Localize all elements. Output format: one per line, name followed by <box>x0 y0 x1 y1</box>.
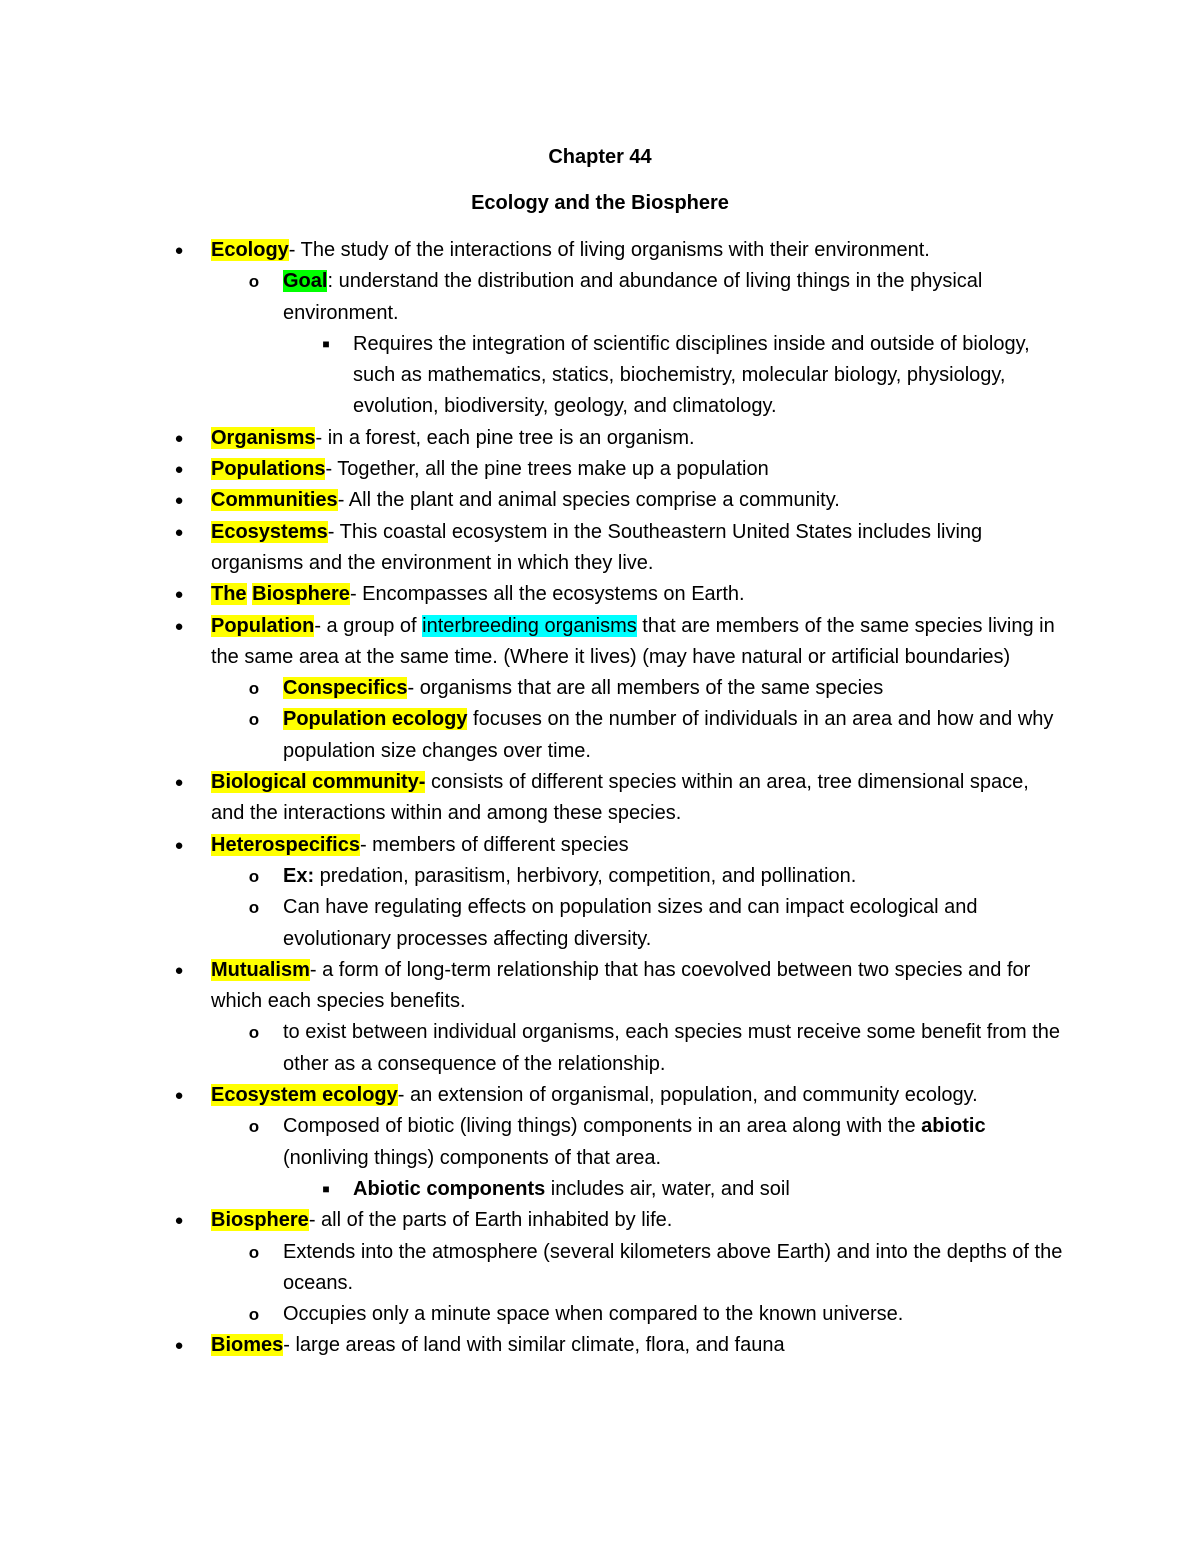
highlighted-term: Population <box>211 614 315 637</box>
text-run: - All the plant and animal species comprise a community. <box>337 489 840 512</box>
list-item-text <box>283 673 1063 704</box>
disc-bullet-icon: ● <box>174 1212 184 1230</box>
list-item-level-2 <box>0 1017 1200 1080</box>
list-item-level-1 <box>0 517 1200 580</box>
text-run: includes air, water, and soil <box>545 1177 790 1200</box>
highlighted-term: Communities <box>211 489 338 512</box>
circle-bullet-icon: o <box>248 710 260 730</box>
list-item-level-1 <box>0 611 1200 674</box>
list-item-level-2 <box>0 861 1200 892</box>
list-item-text <box>211 955 1061 1018</box>
text-run: consists of different species within an area, tree dimensional space, and the interactions within and among these species. <box>211 771 1029 825</box>
text-run: to exist between individual organisms, each species must receive some benefit from the other as a consequence of the relationship. <box>283 1021 1061 1075</box>
list-item-text <box>211 830 1061 861</box>
highlighted-term: Conspecifics <box>283 677 408 700</box>
list-item-level-3 <box>0 329 1200 423</box>
highlighted-term: Mutualism <box>211 958 310 981</box>
text-run: Extends into the atmosphere (several kilometers above Earth) and into the depths of the oceans. <box>283 1240 1063 1294</box>
chapter-subtitle: Ecology and the Biosphere <box>471 192 729 214</box>
text-run: - an extension of organismal, population, and community ecology. <box>397 1084 978 1107</box>
list-item-level-1 <box>0 830 1200 861</box>
circle-bullet-icon: o <box>248 1023 260 1043</box>
text-run: Requires the integration of scientific disciplines inside and outside of biology, such as mathematics, statics, biochemistry, molecular biology, physiology, evolution, biodiversity, geology, and climatology. <box>353 332 1030 418</box>
text-run: - a form of long-term relationship that has coevolved between two species and for which each species benefits. <box>211 958 1031 1013</box>
text-run: Occupies only a minute space when compared to the known universe. <box>283 1303 904 1326</box>
list-item-text <box>353 1174 1043 1205</box>
highlighted-term: interbreeding organisms <box>422 614 637 637</box>
text-run: - organisms that are all members of the same species <box>407 677 884 700</box>
highlighted-term: Ecosystem ecology <box>211 1084 398 1107</box>
list-item-level-2 <box>0 892 1200 955</box>
list-item-level-1 <box>0 1080 1200 1111</box>
list-item-level-2 <box>0 1111 1200 1174</box>
text-run: - all of the parts of Earth inhabited by life. <box>308 1209 673 1232</box>
text-run: that are members of the same species living in the same area at the same time. (Where it lives) (may have natural or artificial boundaries) <box>211 614 1055 668</box>
text-run: - large areas of land with similar climate, flora, and fauna <box>283 1334 785 1357</box>
list-item-text <box>211 485 1061 516</box>
disc-bullet-icon: ● <box>174 1087 184 1105</box>
list-item-level-1 <box>0 235 1200 266</box>
disc-bullet-icon: ● <box>174 242 184 259</box>
list-item-level-3 <box>0 1174 1200 1205</box>
highlighted-term: Population ecology <box>283 708 468 731</box>
circle-bullet-icon: o <box>248 1117 260 1137</box>
highlighted-term: Ecosystems <box>211 520 328 543</box>
text-run: : understand the distribution and abundance of living things in the physical environment. <box>283 270 983 324</box>
bold-text: abiotic <box>921 1115 986 1138</box>
highlighted-term: Goal <box>283 270 328 293</box>
list-item-text <box>211 1080 1061 1111</box>
text-run: - Encompasses all the ecosystems on Earth. <box>349 583 745 606</box>
list-item-level-1 <box>0 454 1200 485</box>
list-item-text <box>283 1237 1063 1300</box>
bullet-list <box>0 235 1200 1362</box>
list-item-level-1 <box>0 1205 1200 1236</box>
list-item-level-1 <box>0 1330 1200 1361</box>
list-item-text <box>283 1299 1063 1330</box>
list-item-text <box>283 861 1063 892</box>
list-item-text <box>283 1017 1063 1080</box>
list-item-level-1 <box>0 423 1200 454</box>
list-item-text <box>211 579 1061 610</box>
list-item-level-1 <box>0 955 1200 1018</box>
bold-text: Ex: <box>283 864 315 887</box>
list-item-text <box>353 329 1043 423</box>
text-run: - in a forest, each pine tree is an organism. <box>315 426 695 449</box>
chapter-title: Chapter 44 <box>548 146 652 168</box>
list-item-text <box>211 767 1061 830</box>
disc-bullet-icon: ● <box>174 523 184 541</box>
highlighted-term: Organisms <box>211 426 316 449</box>
highlighted-term: The <box>211 583 247 606</box>
list-item-text <box>211 1205 1061 1236</box>
bold-text: Abiotic components <box>353 1177 546 1200</box>
circle-bullet-icon: o <box>248 898 260 918</box>
disc-bullet-icon: ● <box>174 961 184 979</box>
highlighted-term: Biomes <box>211 1334 284 1357</box>
list-item-text <box>283 266 1063 329</box>
square-bullet-icon: ■ <box>322 1181 330 1196</box>
disc-bullet-icon: ● <box>174 586 184 604</box>
list-item-level-1 <box>0 485 1200 516</box>
text-run: - The study of the interactions of living organisms with their environment. <box>288 239 930 261</box>
disc-bullet-icon: ● <box>174 461 184 479</box>
text-run: - This coastal ecosystem in the Southeastern United States includes living organisms and the environment in which they live. <box>211 520 983 574</box>
list-item-text <box>211 1330 1061 1361</box>
text-run: (nonliving things) components of that area. <box>283 1146 661 1169</box>
circle-bullet-icon: o <box>248 1305 260 1325</box>
text-run: Composed of biotic (living things) components in an area along with the <box>283 1115 922 1138</box>
text-run: focuses on the number of individuals in an area and how and why population size changes over time. <box>283 708 1054 762</box>
disc-bullet-icon: ● <box>174 774 184 792</box>
list-item-level-2 <box>0 1237 1200 1300</box>
highlighted-term: Biosphere <box>252 583 350 606</box>
list-item-level-2 <box>0 704 1200 767</box>
list-item-text <box>211 454 1061 485</box>
list-item-text <box>283 892 1063 955</box>
circle-bullet-icon: o <box>248 272 260 292</box>
disc-bullet-icon: ● <box>174 429 184 447</box>
list-item-text <box>211 517 1061 580</box>
list-item-level-1 <box>0 579 1200 610</box>
list-item-text <box>283 1111 1063 1174</box>
square-bullet-icon: ■ <box>322 336 330 351</box>
list-item-text <box>211 235 1061 266</box>
list-item-level-2 <box>0 1299 1200 1330</box>
highlighted-term: Ecology <box>211 239 289 261</box>
list-item-text <box>283 704 1063 767</box>
text-run: - Together, all the pine trees make up a population <box>325 458 769 481</box>
text-run: - a group of <box>314 614 423 637</box>
list-item-level-2 <box>0 673 1200 704</box>
list-item-text <box>211 423 1061 454</box>
highlighted-term: Heterospecifics <box>211 833 360 856</box>
disc-bullet-icon: ● <box>174 1337 184 1355</box>
circle-bullet-icon: o <box>248 1242 260 1262</box>
list-item-level-1 <box>0 767 1200 830</box>
disc-bullet-icon: ● <box>174 836 184 854</box>
highlighted-term: Biological community- <box>211 771 426 794</box>
disc-bullet-icon: ● <box>174 492 184 510</box>
circle-bullet-icon: o <box>248 866 260 886</box>
highlighted-term: Populations <box>211 458 326 481</box>
list-item-text <box>211 611 1061 674</box>
highlighted-term: Biosphere <box>211 1209 309 1232</box>
circle-bullet-icon: o <box>248 679 260 699</box>
text-run: Can have regulating effects on population sizes and can impact ecological and evolutionary processes affecting diversity. <box>283 896 978 950</box>
text-run: predation, parasitism, herbivory, competition, and pollination. <box>314 864 857 887</box>
disc-bullet-icon: ● <box>174 617 184 635</box>
text-run: - members of different species <box>359 833 629 856</box>
list-item-level-2 <box>0 266 1200 329</box>
